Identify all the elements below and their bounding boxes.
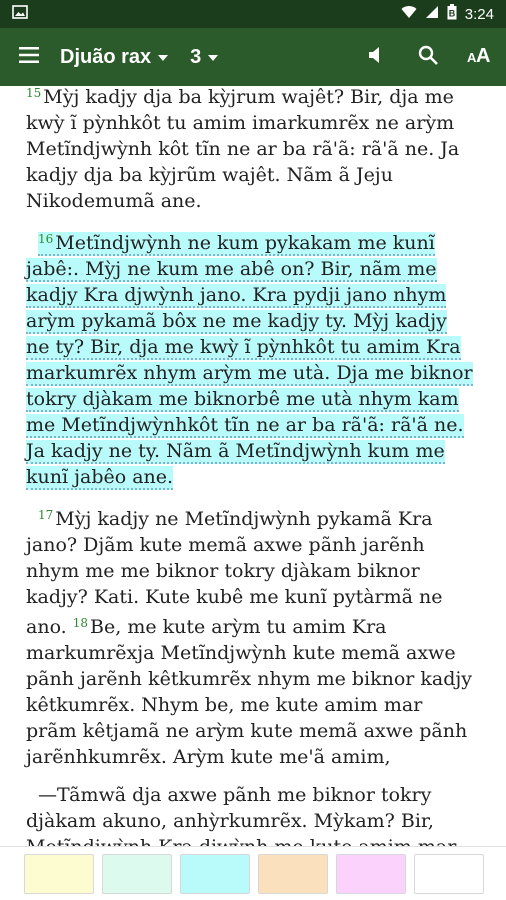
highlight-green-button[interactable] [102,854,172,894]
verse-number: 16 [38,232,54,246]
highlight-yellow-button[interactable] [24,854,94,894]
book-selector[interactable] [60,46,168,69]
highlight-cyan-button[interactable] [180,854,250,894]
paragraph-highlighted[interactable] [26,226,474,490]
chapter-text [0,86,506,846]
verse-number: 15 [26,86,42,100]
battery-text: B [448,8,456,19]
chevron-down-icon [208,55,218,61]
menu-icon [19,47,39,68]
status-time: 3:24 [464,5,494,23]
status-bar [0,0,506,28]
wifi-icon [401,5,417,23]
verse-number: 17 [38,508,54,522]
paragraph[interactable] [26,80,474,214]
battery-icon [447,4,457,24]
speaker-icon [369,46,383,69]
verse-text: Mỳj kadjy ne Metĩndjwỳnh pykamã Kra jano? Djãm kute memã axwe pãnh jarẽnh nhym me me biknor tokry djàkam biknor kadjy? Kati. Kute kubê me kunĩ pytàrmã ne ano. [26,508,443,638]
verse-text: —Tãmwã dja axwe pãnh me biknor tokry djàkam akuno, anhỳrkumrẽx. Mỳkam? Bir, [26,784,434,832]
book-name: Djuão rax [60,45,152,68]
paragraph[interactable] [26,502,474,770]
verse-number: 18 [72,616,89,630]
selected-verse[interactable] [26,232,473,490]
chapter-number: 3 [190,45,202,68]
highlight-orange-button[interactable] [258,854,328,894]
text-size-icon [467,44,493,70]
verse-text: Mỳj kadjy dja ba kỳjrum wajêt? Bir, dja me kwỳ ĩ pỳnhkôt tu amim imarkumrẽx ne arỳm Metĩndjwỳnh kôt tĩn ne ar ba rã'ã: rã'ã ne. Ja kadjy dja ba kỳjrũm wajêt. Nãm ã Jeju Nikodemumã ane. [26,86,460,212]
svg-text:A: A [476,45,490,67]
search-icon [418,45,438,70]
highlight-none-button[interactable] [414,854,484,894]
audio-button[interactable] [350,28,402,86]
chevron-down-icon [158,55,168,61]
search-button[interactable] [402,28,454,86]
svg-text:A: A [467,50,476,65]
highlight-color-bar [0,846,506,900]
highlight-pink-button[interactable] [336,854,406,894]
signal-icon [425,5,439,23]
text-size-button[interactable] [454,28,506,86]
image-icon [12,5,28,23]
chapter-selector[interactable] [190,46,218,69]
verse-text: Be, me kute arỳm tu amim Kra markumrẽxja Metĩndjwỳnh kute memã axwe pãnh jarẽnh kêtkumrẽx nhym me biknor kadjy kêtkumrẽx. Nhym be, me kute amim mar prãm kêtjamã ne arỳm kute memã axwe pãnh jarẽnhkumrẽx. Arỳm kute me'ã amim, [26,616,473,768]
verse-text: Metĩndjwỳnh ne kum pykakam me kunĩ jabê:. Mỳj ne kum me abê on? Bir, nãm me kadjy Kra djwỳnh jano. Kra pydji jano nhym arỳm pykamã bôx ne me kadjy ty. Mỳj kadjy ne ty? Bir, dja me kwỳ ĩ pỳnhkôt tu amim Kra markumrẽx nhym arỳm me utà. Dja me biknor tokry djàkam me biknorbê me utà nhym kam me Metĩndjwỳnhkôt tĩn ne ar ba rã'ã: rã'ã ne. Ja kadjy ne ty. Nãm ã Metĩndjwỳnh kum me kunĩ jabêo ane. [26,232,473,488]
app-toolbar [0,28,506,86]
menu-button[interactable] [0,28,58,86]
